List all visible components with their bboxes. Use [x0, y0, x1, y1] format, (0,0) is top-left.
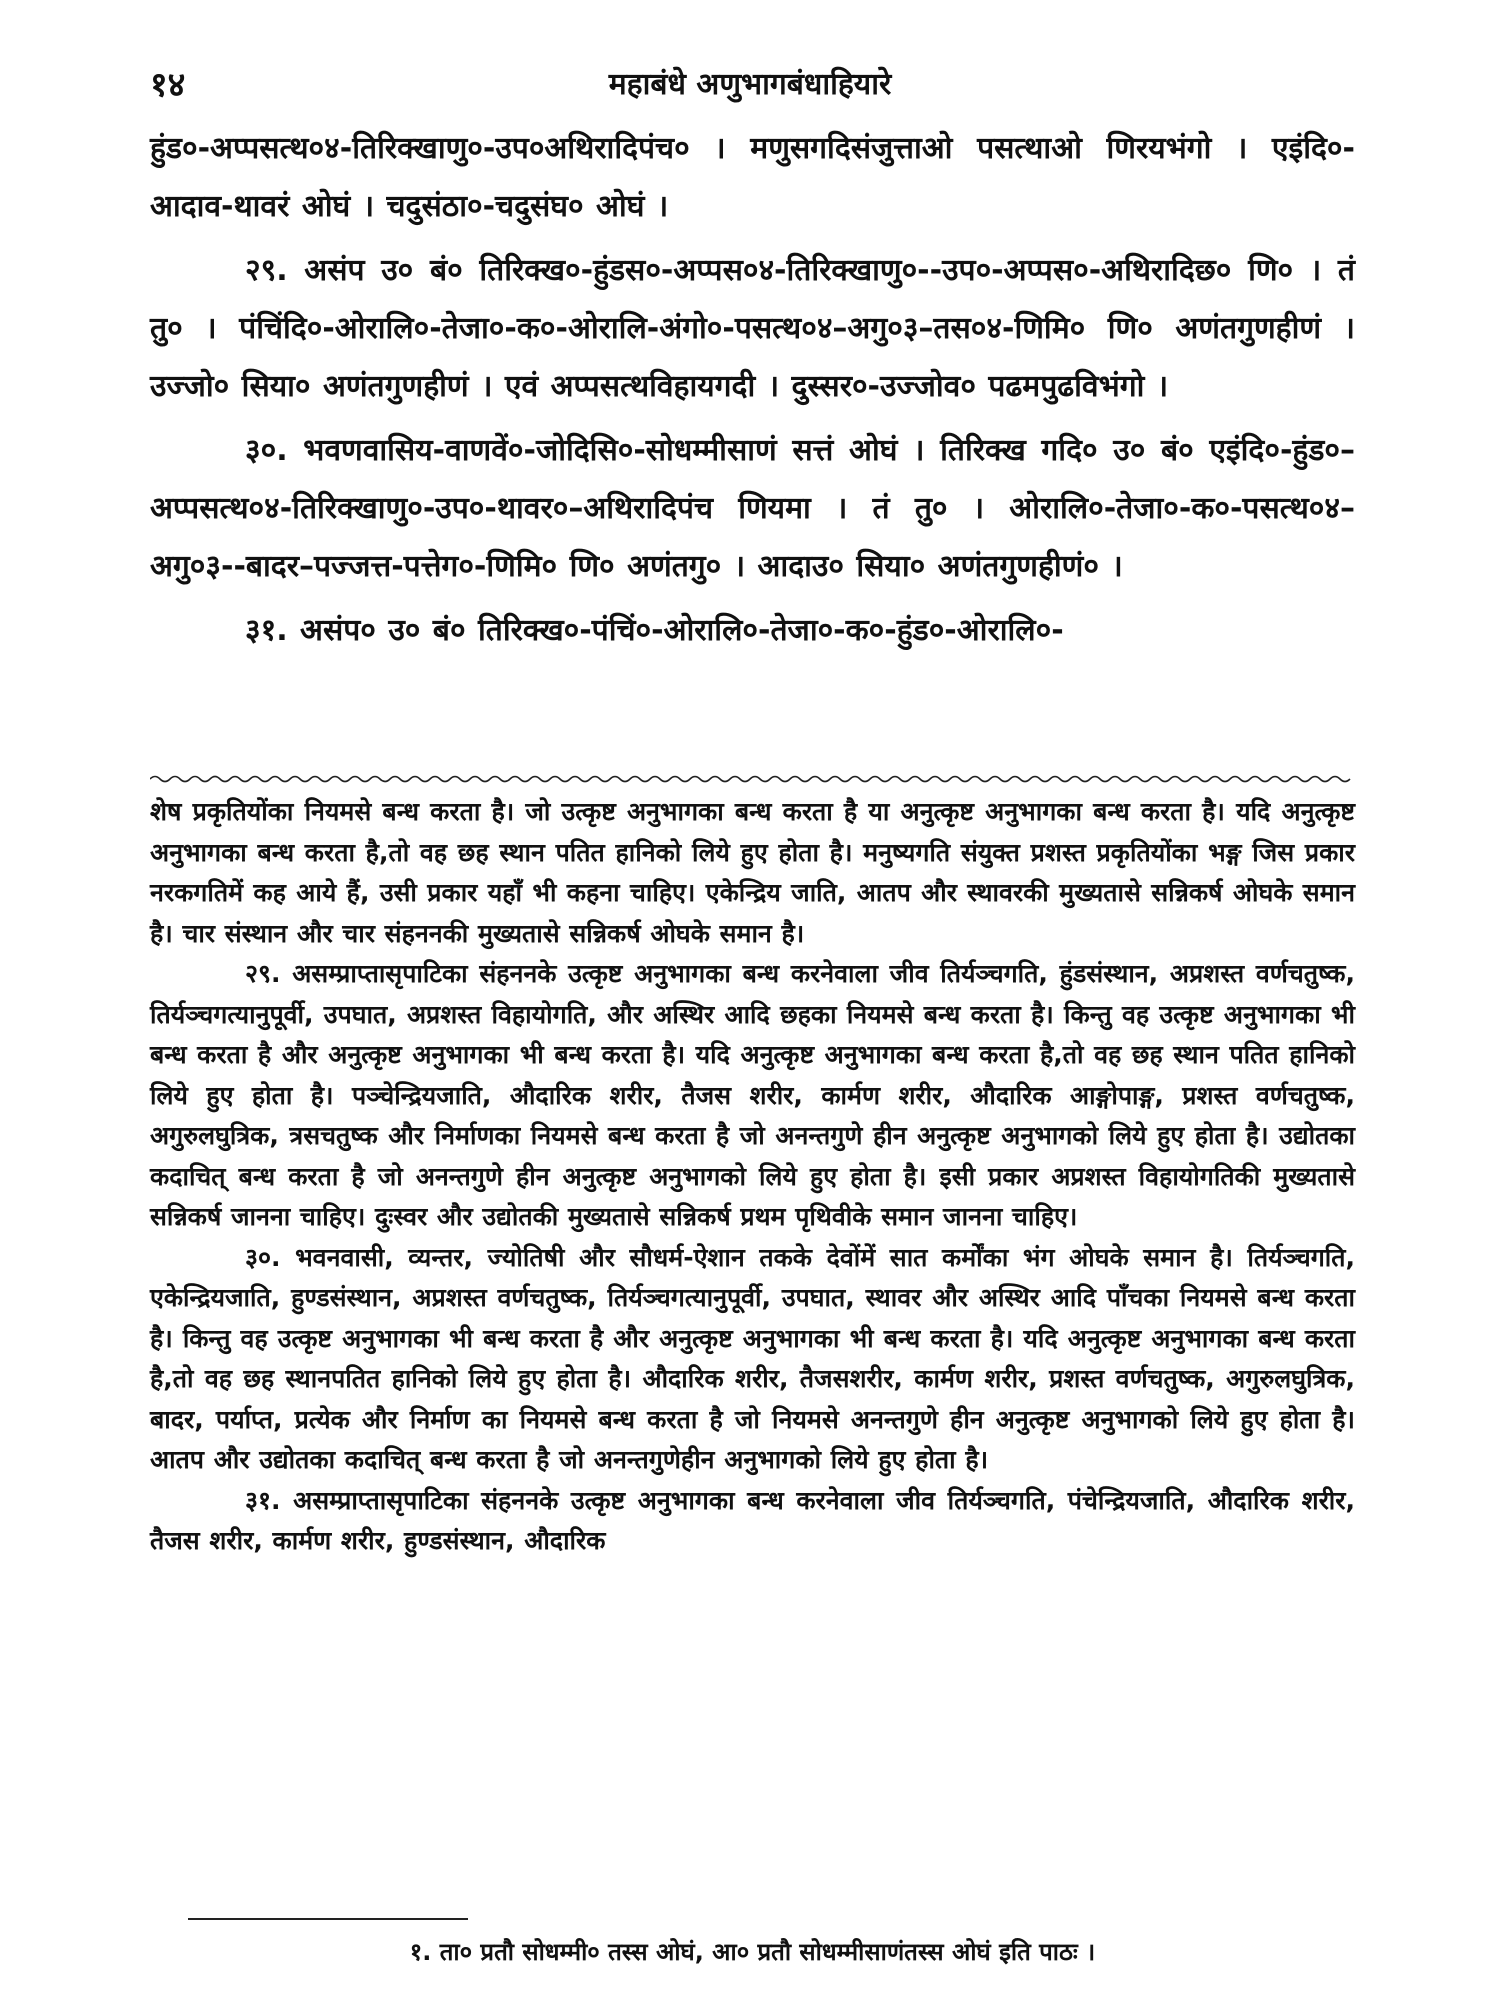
prakrit-paragraph: ३०. भवणवासिय-वाणवें०-जोदिसि०-सोधम्मीसाणं सत्तं ओघं । तिरिक्ख गदि० उ० बं० एइंदि०-हुंड०–अप्पसत्थ०४-तिरिक्खाणु०-उप०-थावर०–अथिरादिपंच णियमा । तं तु० । ओरालि०-तेजा०-क०-पसत्थ०४–अगु०३--बादर–पज्जत्त-पत्तेग०-णिमि० णि० अणंतगु० । आदाउ० सिया० अणंतगुणहीणं० ।: [150, 433, 1355, 584]
running-title: महाबंधे अणुभागबंधाहियारे: [608, 67, 892, 102]
prakrit-paragraph: २९. असंप उ० बं० तिरिक्ख०-हुंडस०-अप्पस०४-तिरिक्खाणु०--उप०-अप्पस०-अथिरादिछ० णि० । तं तु० । पंचिंदि०-ओरालि०-तेजा०-क०-ओरालि-अंगो०-पसत्थ०४–अगु०३–तस०४-णिमि० णि० अणंतगुणहीणं । उज्जो० सिया० अणंतगुणहीणं । एवं अप्पसत्थविहायगदी । दुस्सर०-उज्जोव० पढमपुढविभंगो ।: [150, 253, 1355, 404]
hindi-translation-block: [150, 792, 1355, 1562]
prakrit-text-block: [150, 120, 1355, 666]
page-header: [150, 60, 1350, 110]
wavy-divider: [150, 773, 1355, 785]
prakrit-paragraph: ३१. असंप० उ० बं० तिरिक्ख०-पंचिं०-ओरालि०-तेजा०-क०-हुंड०-ओरालि०-: [245, 613, 1064, 648]
page-number: १४: [150, 65, 186, 105]
hindi-paragraph: ३१. असम्प्राप्तासृपाटिका संहननके उत्कृष्ट अनुभागका बन्ध करनेवाला जीव तिर्यञ्चगति, पंचेन्द्रियजाति, औदारिक शरीर, तैजस शरीर, कार्मण शरीर, हुण्डसंस्थान, औदारिक: [150, 1485, 1355, 1555]
prakrit-paragraph: हुंड०-अप्पसत्थ०४-तिरिक्खाणु०-उप०अथिरादिपंच० । मणुसगदिसंजुत्ताओ पसत्थाओ णिरयभंगो । एइंदि०-आदाव-थावरं ओघं । चदुसंठा०-चदुसंघ० ओघं ।: [150, 131, 1355, 224]
hindi-paragraph: ३०. भवनवासी, व्यन्तर, ज्योतिषी और सौधर्म-ऐशान तकके देवोंमें सात कर्मोंका भंग ओघके समान है। तिर्यञ्चगति, एकेन्द्रियजाति, हुण्डसंस्थान, अप्रशस्त वर्णचतुष्क, तिर्यञ्चगत्यानुपूर्वी, उपघात, स्थावर और अस्थिर आदि पाँचका नियमसे बन्ध करता है। किन्तु वह उत्कृष्ट अनुभागका भी बन्ध करता है और अनुत्कृष्ट अनुभागका भी बन्ध करता है। यदि अनुत्कृष्ट अनुभागका बन्ध करता है,तो वह छह स्थानपतित हानिको लिये हुए होता है। औदारिक शरीर, तैजसशरीर, कार्मण शरीर, प्रशस्त वर्णचतुष्क, अगुरुलघुत्रिक, बादर, पर्याप्त, प्रत्येक और निर्माण का नियमसे बन्ध करता है जो नियमसे अनन्तगुणे हीन अनुत्कृष्ट अनुभागको लिये हुए होता है। आतप और उद्योतका कदाचित् बन्ध करता है जो अनन्तगुणेहीन अनुभागको लिये हुए होता है।: [150, 1242, 1355, 1474]
footnote-divider: [188, 1918, 468, 1920]
hindi-paragraph: शेष प्रकृतियोंका नियमसे बन्ध करता है। जो उत्कृष्ट अनुभागका बन्ध करता है या अनुत्कृष्ट अनुभागका बन्ध करता है। यदि अनुत्कृष्ट अनुभागका बन्ध करता है,तो वह छह स्थान पतित हानिको लिये हुए होता है। मनुष्यगति संयुक्त प्रशस्त प्रकृतियोंका भङ्ग जिस प्रकार नरकगतिमें कह आये हैं, उसी प्रकार यहाँ भी कहना चाहिए। एकेन्द्रिय जाति, आतप और स्थावरकी मुख्यतासे सन्निकर्ष ओघके समान है। चार संस्थान और चार संहननकी मुख्यतासे सन्निकर्ष ओघके समान है।: [150, 797, 1355, 948]
hindi-paragraph: २९. असम्प्राप्तासृपाटिका संहननके उत्कृष्ट अनुभागका बन्ध करनेवाला जीव तिर्यञ्चगति, हुंडसंस्थान, अप्रशस्त वर्णचतुष्क, तिर्यञ्चगत्यानुपूर्वी, उपघात, अप्रशस्त विहायोगति, और अस्थिर आदि छहका नियमसे बन्ध करता है। किन्तु वह उत्कृष्ट अनुभागका भी बन्ध करता है और अनुत्कृष्ट अनुभागका भी बन्ध करता है। यदि अनुत्कृष्ट अनुभागका बन्ध करता है,तो वह छह स्थान पतित हानिको लिये हुए होता है। पञ्चेन्द्रियजाति, औदारिक शरीर, तैजस शरीर, कार्मण शरीर, औदारिक आङ्गोपाङ्ग, प्रशस्त वर्णचतुष्क, अगुरुलघुत्रिक, त्रसचतुष्क और निर्माणका नियमसे बन्ध करता है जो अनन्तगुणे हीन अनुत्कृष्ट अनुभागको लिये हुए होता है। उद्योतका कदाचित् बन्ध करता है जो अनन्तगुणे हीन अनुत्कृष्ट अनुभागको लिये हुए होता है। इसी प्रकार अप्रशस्त विहायोगतिकी मुख्यतासे सन्निकर्ष जानना चाहिए। दुःस्वर और उद्योतकी मुख्यतासे सन्निकर्ष प्रथम पृथिवीके समान जानना चाहिए।: [150, 959, 1355, 1231]
footnote: १. ता० प्रतौ सोधम्मी० तस्स ओघं, आ० प्रतौ सोधम्मीसाणंतस्स ओघं इति पाठः ।: [409, 1938, 1096, 1966]
